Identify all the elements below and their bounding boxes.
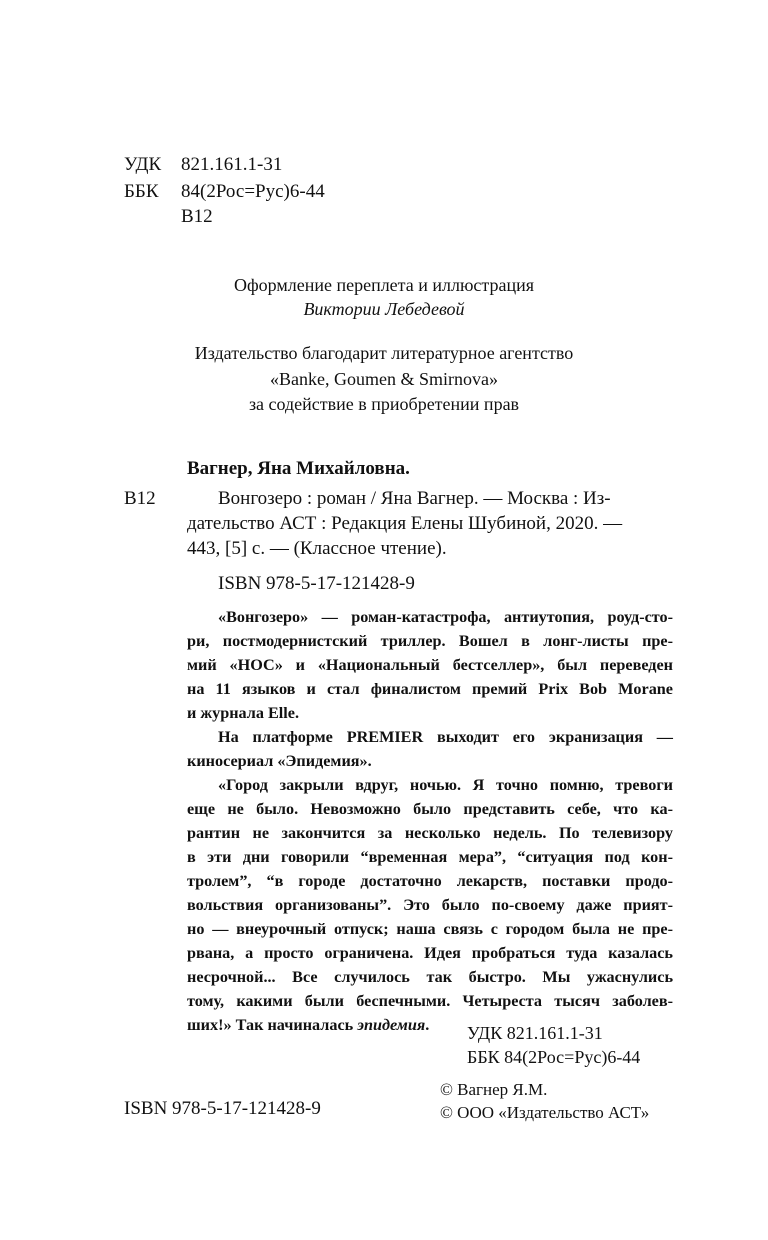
annotation-line: еще не было. Невозможно было представить себе, что ка- <box>187 800 673 818</box>
annotation-line: ри, постмодернистский триллер. Вошел в лонг-листы пре- <box>187 632 673 650</box>
footer-bbk: ББК 84(2Рос=Рус)6-44 <box>467 1047 641 1067</box>
annotation-line: «Город закрыли вдруг, ночью. Я точно помню, тревоги <box>218 776 673 794</box>
udk-label: УДК <box>124 154 162 175</box>
bib-line-3: 443, [5] с. — (Классное чтение). <box>187 538 447 559</box>
footer-udk: УДК 821.161.1-31 <box>467 1023 603 1043</box>
copyright-publisher: © ООО «Издательство АСТ» <box>440 1103 650 1122</box>
annotation-last-prefix: ших!» Так начиналась <box>187 1016 358 1034</box>
bib-author-mark: В12 <box>124 488 156 509</box>
annotation-line: на 11 языков и стал финалистом премий Prix Bob Morane <box>187 680 673 698</box>
annotation-line: тому, какими были беспечными. Четыреста тысяч заболев- <box>187 992 673 1010</box>
annotation-line: несрочной... Все случилось так быстро. Мы ужаснулись <box>187 968 673 986</box>
udk-value: 821.161.1-31 <box>181 154 283 175</box>
annotation-line: вольствия организованы”. Это было по-своему даже прият- <box>187 896 673 914</box>
bib-isbn: ISBN 978-5-17-121428-9 <box>218 573 415 594</box>
author-mark: В12 <box>181 206 213 227</box>
annotation-line: но — внеурочный отпуск; наша связь с городом была не пре- <box>187 920 673 938</box>
thanks-line-1: Издательство благодарит литературное агентство <box>194 343 574 363</box>
thanks-line-2: «Banke, Goumen & Smirnova» <box>270 369 498 389</box>
annotation-line: и журнала Elle. <box>187 704 300 722</box>
annotation-line: На платформе PREMIER выходит его экранизация — <box>218 728 673 746</box>
annotation-last-italic: эпидемия <box>357 1016 426 1034</box>
copyright-author: © Вагнер Я.М. <box>440 1080 548 1099</box>
annotation-line: рвана, а просто ограничена. Идея пробраться туда казалась <box>187 944 673 962</box>
annotation-line: в эти дни говорили “временная мера”, “ситуация под кон- <box>187 848 673 866</box>
author-heading: Вагнер, Яна Михайловна. <box>187 458 410 479</box>
footer-isbn: ISBN 978-5-17-121428-9 <box>124 1098 321 1119</box>
bbk-value: 84(2Рос=Рус)6-44 <box>181 181 325 202</box>
annotation-last-suffix: . <box>425 1016 430 1034</box>
annotation-line: «Вонгозеро» — роман-катастрофа, антиутопия, роуд-сто- <box>218 608 673 626</box>
bib-line-1: Вонгозеро : роман / Яна Вагнер. — Москва : Из- <box>218 488 611 509</box>
bib-line-2: дательство АСТ : Редакция Елены Шубиной, 2020. — <box>187 513 623 534</box>
thanks-line-3: за содействие в приобретении прав <box>248 394 520 414</box>
annotation-line: мий «НОС» и «Национальный бестселлер», был переведен <box>187 656 673 674</box>
design-credit: Оформление переплета и иллюстрация <box>233 275 535 295</box>
bbk-label: ББК <box>124 181 159 202</box>
designer-name: Виктории Лебедевой <box>303 299 465 319</box>
annotation-line: тролем”, “в городе достаточно лекарств, поставки продо- <box>187 872 673 890</box>
annotation-line: киносериал «Эпидемия». <box>187 752 372 770</box>
annotation-line: рантин не закончится за несколько недель. По телевизору <box>187 824 673 842</box>
